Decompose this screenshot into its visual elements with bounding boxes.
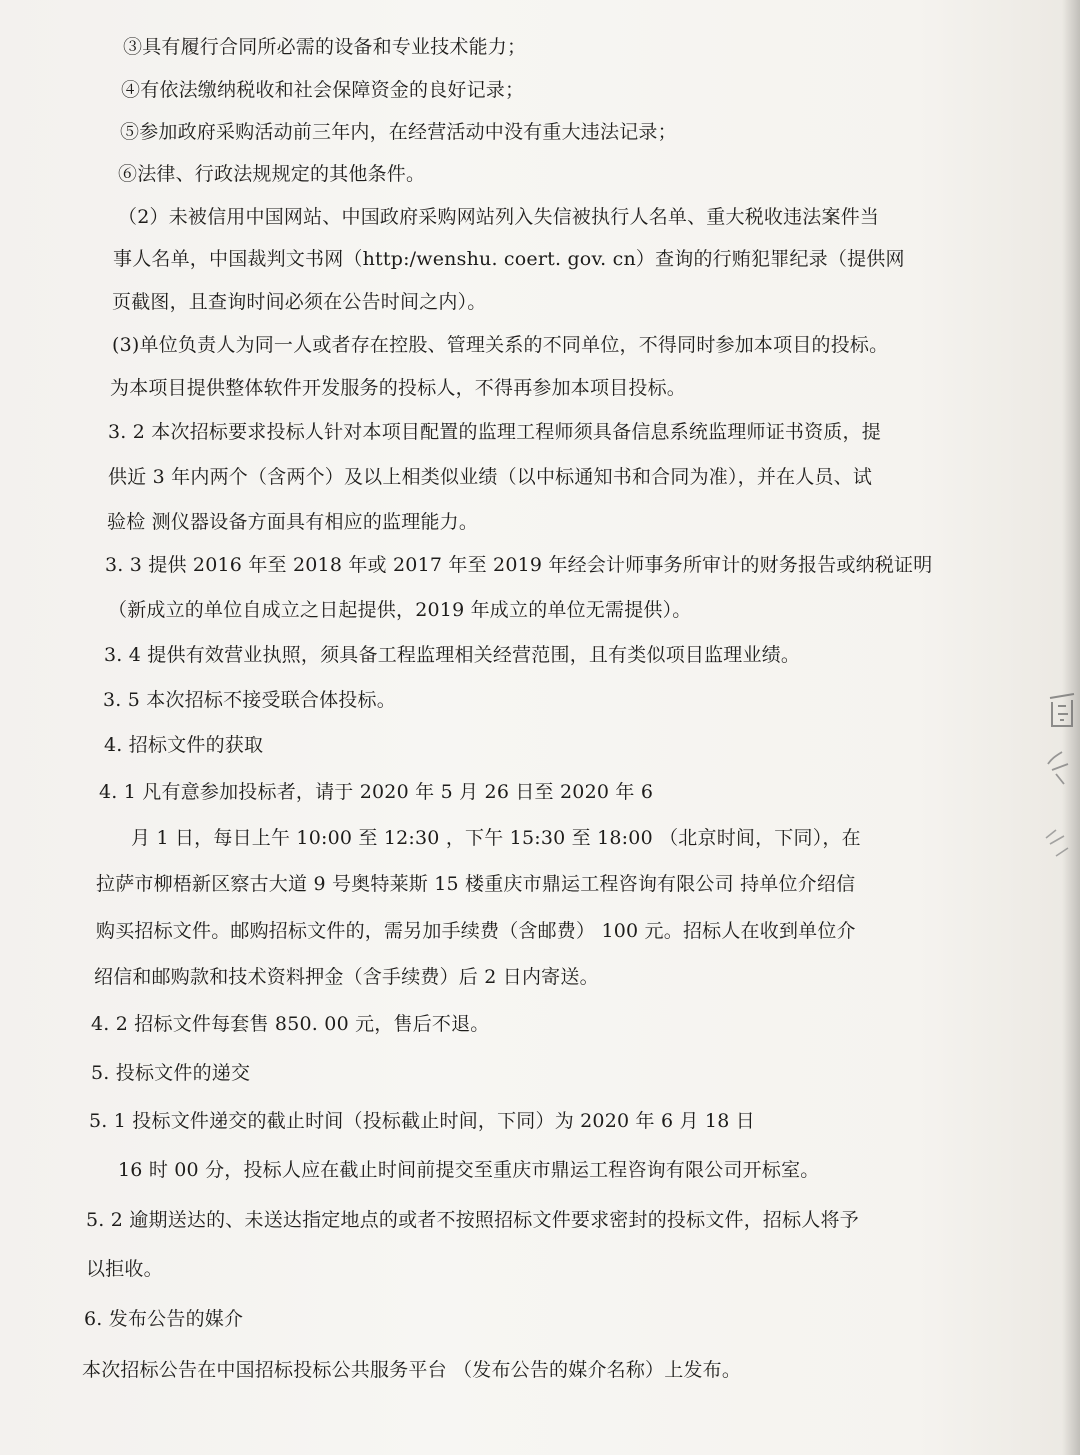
line-29: 6. 发布公告的媒介 [84, 1308, 244, 1330]
line-02: ④有依法缴纳税收和社会保障资金的良好记录； [121, 79, 525, 101]
line-15: 3. 4 提供有效营业执照，须具备工程监理相关经营范围，且有类似项目监理业绩。 [104, 644, 801, 666]
line-09: 为本项目提供整体软件开发服务的投标人，不得再参加本项目投标。 [110, 377, 687, 399]
line-25: 5. 1 投标文件递交的截止时间（投标截止时间，下同）为 2020 年 6 月 18 日 [89, 1110, 755, 1132]
line-26: 16 时 00 分，投标人应在截止时间前提交至重庆市鼎运工程咨询有限公司开标室。 [118, 1159, 820, 1181]
line-04: ⑥法律、行政法规规定的其他条件。 [118, 163, 426, 185]
line-13: 3. 3 提供 2016 年至 2018 年或 2017 年至 2019 年经会计师事务所审计的财务报告或纳税证明 [105, 554, 933, 576]
line-19: 月 1 日，每日上午 10:00 至 12:30 ，下午 15:30 至 18:00 （北京时间，下同），在 [131, 827, 861, 849]
line-06: 事人名单，中国裁判文书网（http:/wenshu. coert. gov. cn）查询的行贿犯罪纪录（提供网 [113, 248, 905, 270]
line-14: （新成立的单位自成立之日起提供，2019 年成立的单位无需提供）。 [108, 599, 692, 621]
line-16: 3. 5 本次招标不接受联合体投标。 [103, 689, 396, 711]
line-01: ③具有履行合同所必需的设备和专业技术能力； [123, 36, 527, 58]
line-05: （2）未被信用中国网站、中国政府采购网站列入失信被执行人名单、重大税收违法案件当 [118, 206, 880, 228]
line-10: 3. 2 本次招标要求投标人针对本项目配置的监理工程师须具备信息系统监理师证书资质，提 [108, 421, 881, 443]
line-07: 页截图，且查询时间必须在公告时间之内）。 [112, 291, 487, 313]
line-11: 供近 3 年内两个（含两个）及以上相类似业绩（以中标通知书和合同为准），并在人员、试 [108, 466, 873, 488]
line-20: 拉萨市柳梧新区察古大道 9 号奥特莱斯 15 楼重庆市鼎运工程咨询有限公司 持单位介绍信 [96, 873, 856, 895]
line-17: 4. 招标文件的获取 [104, 734, 264, 756]
line-22: 绍信和邮购款和技术资料押金（含手续费）后 2 日内寄送。 [94, 966, 599, 988]
line-21: 购买招标文件。邮购招标文件的，需另加手续费（含邮费） 100 元。招标人在收到单位介 [96, 920, 856, 942]
line-28: 以拒收。 [86, 1258, 163, 1280]
line-23: 4. 2 招标文件每套售 850. 00 元，售后不退。 [91, 1013, 490, 1035]
partial-stamp-mark [1038, 680, 1080, 900]
line-24: 5. 投标文件的递交 [91, 1062, 251, 1084]
line-27: 5. 2 逾期送达的、未送达指定地点的或者不按照招标文件要求密封的投标文件，招标人将予 [86, 1209, 859, 1231]
line-30: 本次招标公告在中国招标投标公共服务平台 （发布公告的媒介名称）上发布。 [82, 1359, 742, 1381]
line-03: ⑤参加政府采购活动前三年内，在经营活动中没有重大违法记录； [120, 121, 677, 143]
line-08: (3)单位负责人为同一人或者存在控股、管理关系的不同单位，不得同时参加本项目的投标。 [112, 334, 889, 356]
line-18: 4. 1 凡有意参加投标者，请于 2020 年 5 月 26 日至 2020 年 6 [99, 781, 654, 803]
line-12: 验检 测仪器设备方面具有相应的监理能力。 [107, 511, 479, 533]
